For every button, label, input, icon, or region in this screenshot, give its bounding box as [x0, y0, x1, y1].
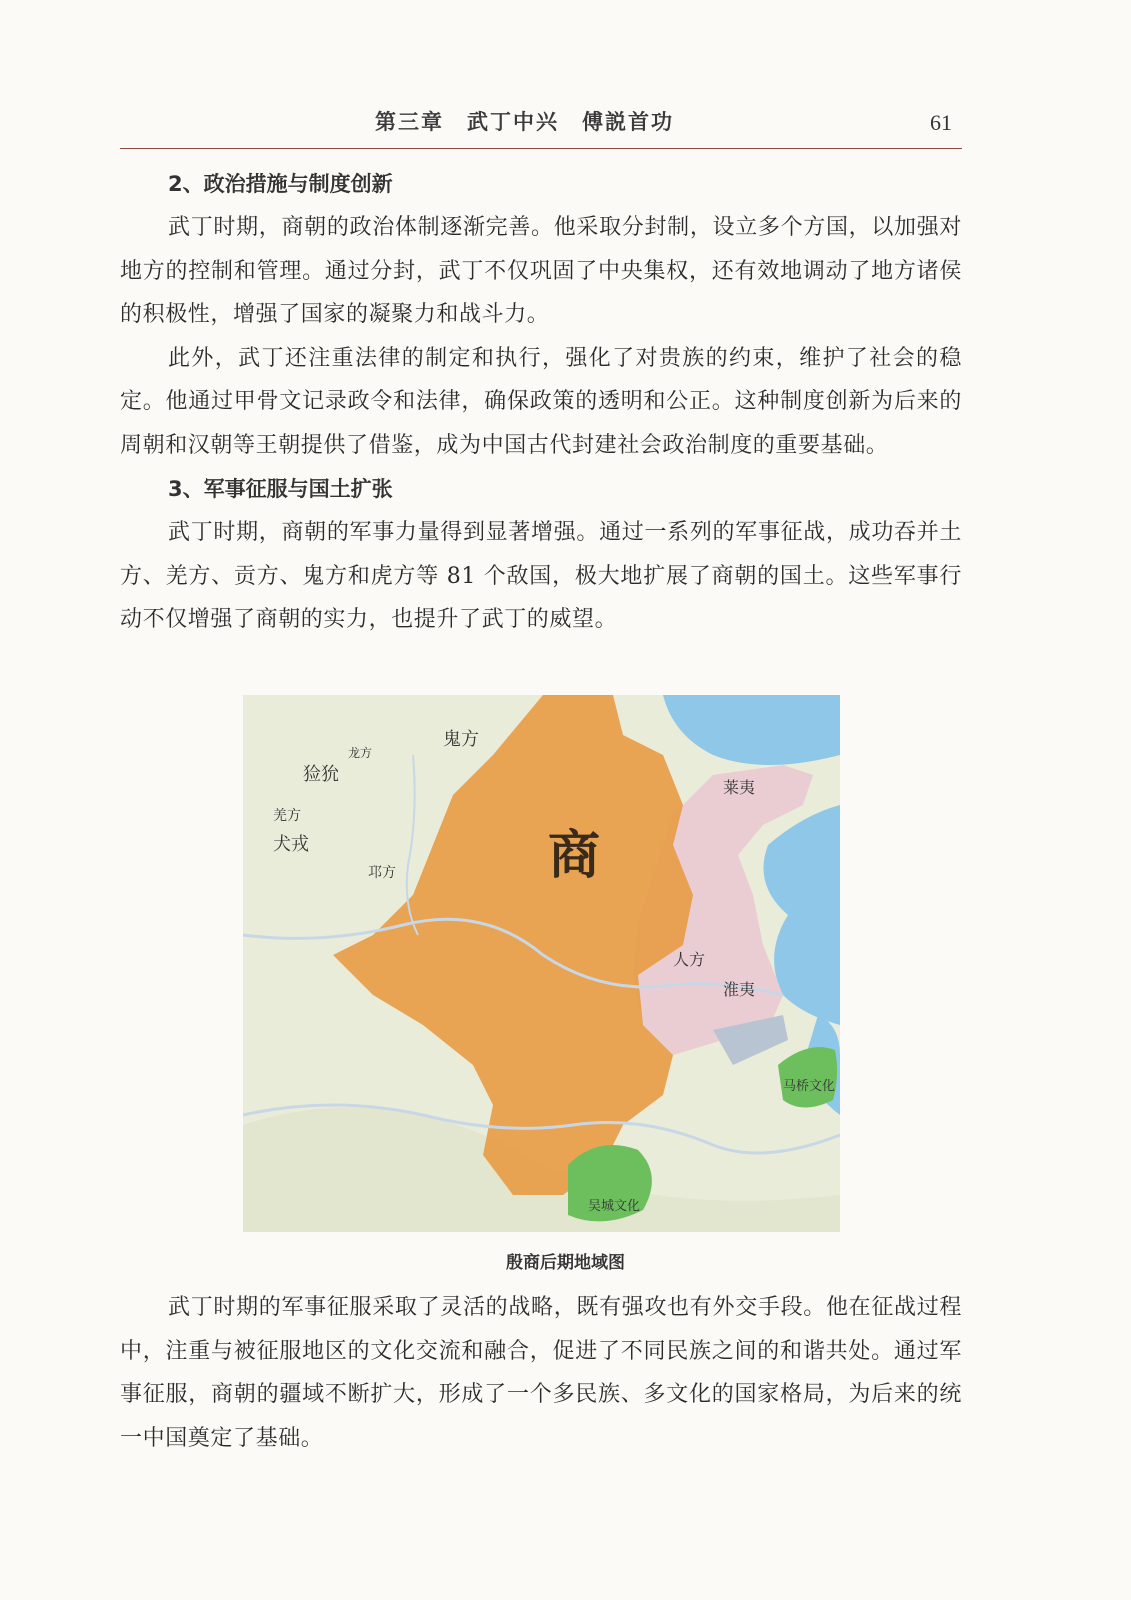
map-label-quanrong: 犬戎 — [273, 834, 309, 855]
section-heading-2: 2、政治措施与制度创新 — [168, 172, 393, 196]
running-header — [120, 104, 962, 146]
map-label-renfang: 人方 — [673, 950, 706, 969]
shang-territory-map — [243, 695, 840, 1232]
map-label-qiangfang: 羌方 — [273, 808, 301, 824]
paragraph: 武丁时期，商朝的军事力量得到显著增强。通过一系列的军事征战，成功吞并土方、羌方、贡方、鬼方和虎方等 81 个敌国，极大地扩展了商朝的国土。这些军事行动不仅增强了商朝的实力，也提升了武丁的威望。 — [120, 520, 962, 632]
map-label-qiongfang: 邛方 — [368, 865, 396, 881]
map-label-laiyi: 莱夷 — [723, 778, 756, 797]
map-label-lufang: 龙方 — [348, 746, 373, 760]
map-label-xianyun: 猃狁 — [303, 764, 339, 785]
page-number: 61 — [930, 110, 952, 135]
chapter-title: 第三章 武丁中兴 傅説首功 — [375, 110, 674, 134]
main-text-continued — [120, 1286, 962, 1460]
figure-caption: 殷商后期地域图 — [506, 1253, 625, 1273]
section-heading-3: 3、军事征服与国土扩张 — [168, 477, 393, 501]
map-label-guifang: 鬼方 — [443, 729, 479, 750]
map-image — [243, 695, 840, 1232]
header-rule — [120, 148, 962, 149]
map-label-wucheng: 吴城文化 — [588, 1199, 641, 1214]
map-label-huaiyi: 淮夷 — [723, 980, 756, 999]
map-label-majiao: 马桥文化 — [783, 1079, 836, 1094]
paragraph: 此外，武丁还注重法律的制定和执行，强化了对贵族的约束，维护了社会的稳定。他通过甲骨文记录政令和法律，确保政策的透明和公正。这种制度创新为后来的周朝和汉朝等王朝提供了借鉴，成为中国古代封建社会政治制度的重要基础。 — [120, 345, 962, 458]
paragraph: 武丁时期的军事征服采取了灵活的战略，既有强攻也有外交手段。他在征战过程中，注重与被征服地区的文化交流和融合，促进了不同民族之间的和谐共处。通过军事征服，商朝的疆域不断扩大，形成了一个多民族、多文化的国家格局，为后来的统一中国奠定了基础。 — [120, 1295, 962, 1451]
map-label-shang: 商 — [548, 825, 601, 886]
paragraph: 武丁时期，商朝的政治体制逐渐完善。他采取分封制，设立多个方国，以加强对地方的控制和管理。通过分封，武丁不仅巩固了中央集权，还有效地调动了地方诸侯的积极性，增强了国家的凝聚力和战斗力。 — [120, 215, 962, 327]
main-text — [120, 162, 962, 642]
